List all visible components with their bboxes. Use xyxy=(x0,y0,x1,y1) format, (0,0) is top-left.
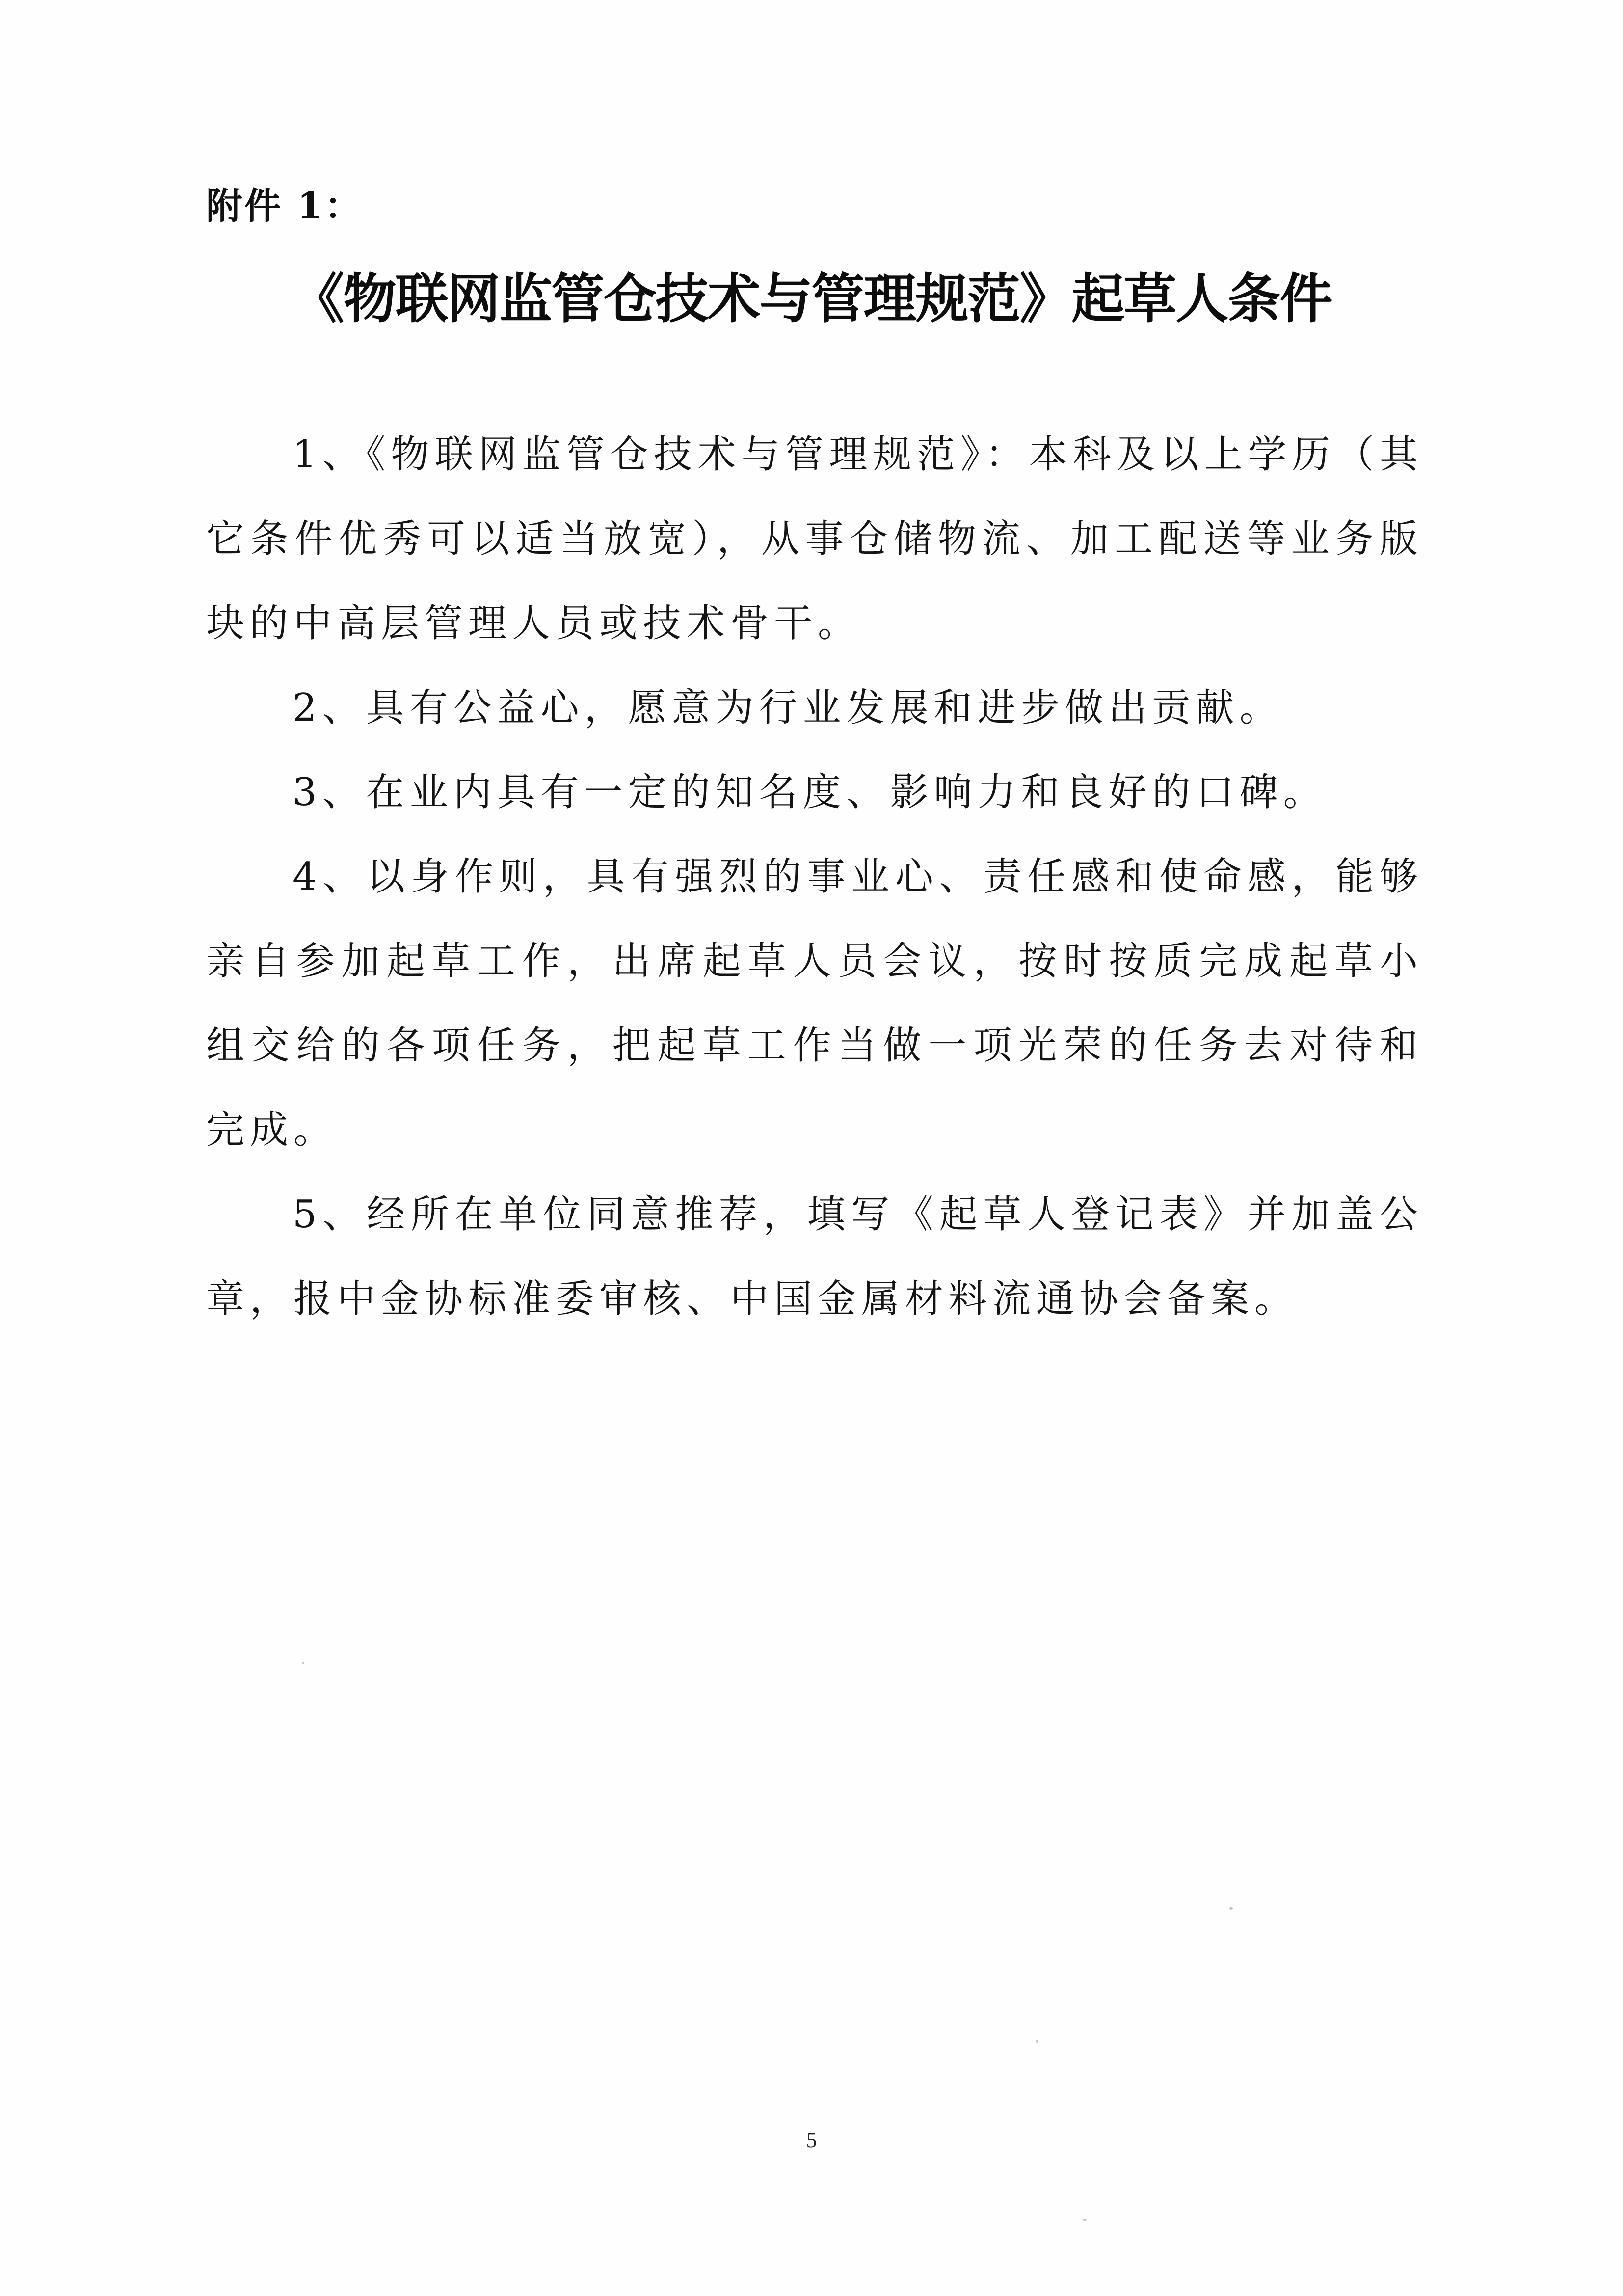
scan-speck xyxy=(1036,2040,1038,2043)
requirement-paragraph-3: 3、在业内具有一定的知名度、影响力和良好的口碑。 xyxy=(293,770,1327,814)
requirement-paragraph-5: 5、经所在单位同意推荐，填写《起草人登记表》并加盖公章，报中金协标准委审核、中国金属材料流通协会备案。 xyxy=(206,1192,1423,1321)
document-body xyxy=(206,412,1423,1341)
page-number: 5 xyxy=(806,2128,817,2152)
requirement-paragraph-1: 1、《物联网监管仓技术与管理规范》：本科及以上学历（其它条件优秀可以适当放宽），从事仓储物流、加工配送等业务版块的中高层管理人员或技术骨干。 xyxy=(206,432,1423,646)
scan-speck xyxy=(302,1662,304,1664)
attachment-label: 附件 1： xyxy=(206,185,363,227)
document-title: 《物联网监管仓技术与管理规范》起草人条件 xyxy=(291,269,1332,330)
requirement-paragraph-4: 4、以身作则，具有强烈的事业心、责任感和使命感，能够亲自参加起草工作，出席起草人员会议，按时按质完成起草小组交给的各项任务，把起草工作当做一项光荣的任务去对待和完成。 xyxy=(206,855,1423,1152)
scan-speck xyxy=(1082,2219,1087,2221)
requirement-paragraph-2: 2、具有公益心，愿意为行业发展和进步做出贡献。 xyxy=(293,686,1283,730)
scan-speck xyxy=(1229,1907,1233,1910)
